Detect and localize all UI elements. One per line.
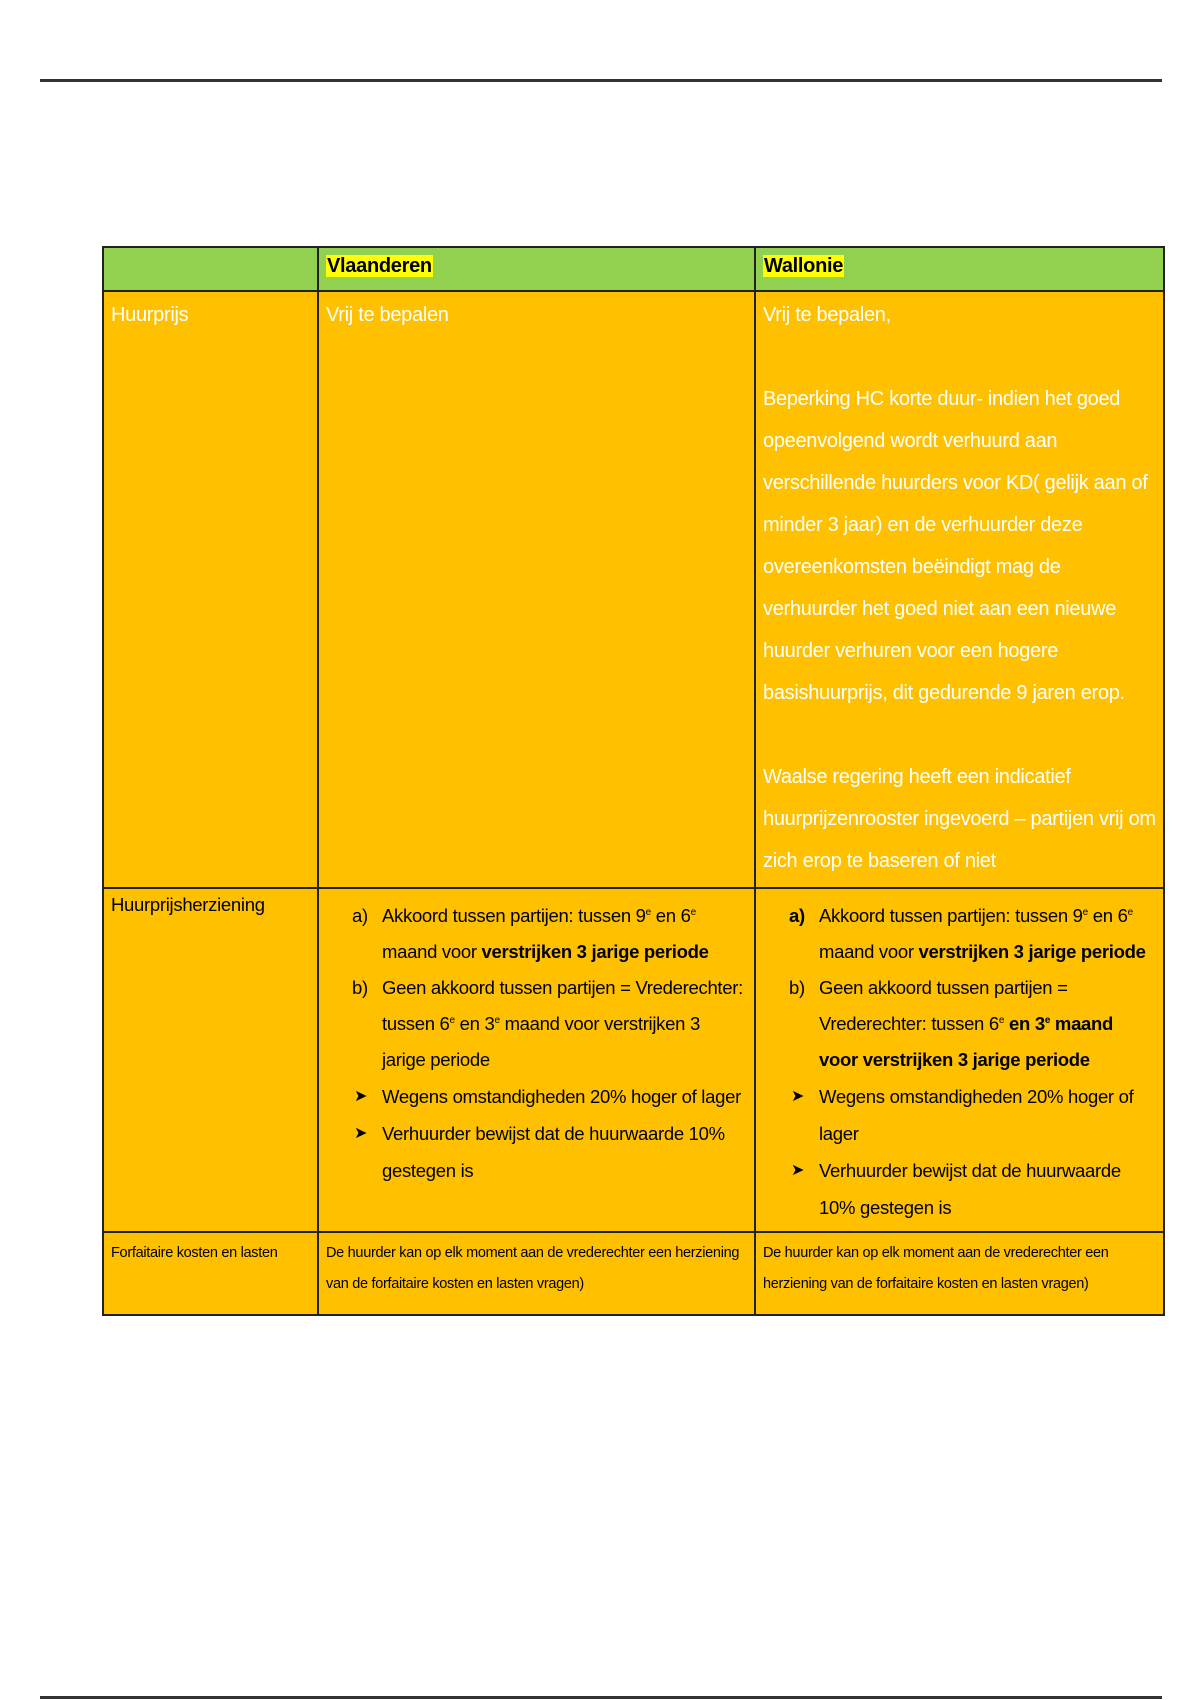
arrowhead-bullet-icon: ➤ — [791, 1162, 805, 1179]
list-item: a) Akkoord tussen partijen: tussen 9e en 6e maand voor verstrijken 3 jarige periode — [789, 898, 1156, 970]
list-marker: a) — [789, 905, 805, 926]
cell-vlaanderen-huurprijs: Vrij te bepalen — [318, 291, 755, 888]
table-row — [103, 291, 1164, 888]
numbered-list — [763, 898, 1156, 1078]
row-label-huurprijsherziening: Huurprijsherziening — [103, 888, 318, 1232]
header-wallonie-label: Wallonie — [764, 255, 844, 277]
table-row — [103, 888, 1164, 1232]
list-item: ➤ Verhuurder bewijst dat de huurwaarde 10% gestegen is — [789, 1152, 1156, 1226]
cell-vlaanderen-forfaitaire: De huurder kan op elk moment aan de vrederechter een herziening van de forfaitaire kosten en lasten vragen) — [318, 1232, 755, 1315]
header-empty-cell — [103, 247, 318, 291]
arrowhead-bullet-icon: ➤ — [791, 1088, 805, 1105]
list-marker: a) — [352, 905, 368, 926]
row-label-forfaitaire-kosten: Forfaitaire kosten en lasten — [103, 1232, 318, 1315]
list-item: ➤ Wegens omstandigheden 20% hoger of lager — [789, 1078, 1156, 1152]
header-wallonie — [755, 247, 1164, 291]
row-label-huurprijs: Huurprijs — [103, 291, 318, 888]
list-marker: b) — [352, 977, 368, 998]
table-row — [103, 1232, 1164, 1315]
comparison-table — [102, 246, 1165, 1316]
wallonie-huurprijs-paragraph: Waalse regering heeft een indicatief huurprijzenrooster ingevoerd – partijen vrij om zich erop te baseren of niet — [763, 766, 1156, 872]
wallonie-huurprijs-paragraph: Beperking HC korte duur- indien het goed opeenvolgend wordt verhuurd aan verschillende huurders voor KD( gelijk aan of minder 3 jaar) en de verhuurder deze overeenkomsten beëindigt mag de verhuurder het goed niet aan een nieuwe huurder verhuren voor een hogere basishuurprijs, dit gedurende 9 jaren erop. — [763, 388, 1148, 704]
bold-text: verstrijken 3 jarige periode — [481, 941, 709, 962]
header-vlaanderen — [318, 247, 755, 291]
arrowhead-bullet-icon: ➤ — [354, 1088, 368, 1105]
list-item: a) Akkoord tussen partijen: tussen 9e en 6e maand voor verstrijken 3 jarige periode — [352, 898, 747, 970]
arrowhead-bullet-icon: ➤ — [354, 1125, 368, 1142]
cell-vlaanderen-herziening — [318, 888, 755, 1232]
table-header-row — [103, 247, 1164, 291]
bold-text: en 3e maand voor verstrijken 3 jarige periode — [819, 1013, 1114, 1070]
bullet-list — [763, 1078, 1156, 1226]
cell-wallonie-forfaitaire: De huurder kan op elk moment aan de vrederechter een herziening van de forfaitaire kosten en lasten vragen) — [755, 1232, 1164, 1315]
header-vlaanderen-label: Vlaanderen — [327, 255, 432, 277]
list-item: ➤ Wegens omstandigheden 20% hoger of lager — [352, 1078, 747, 1115]
numbered-list — [326, 898, 747, 1078]
cell-wallonie-huurprijs — [755, 291, 1164, 888]
bottom-rule — [40, 1696, 1162, 1699]
bullet-list — [326, 1078, 747, 1189]
top-rule — [40, 79, 1162, 82]
wallonie-huurprijs-line: Vrij te bepalen, — [763, 304, 891, 326]
list-item: b) Geen akkoord tussen partijen = Vrederechter: tussen 6e en 3e maand voor verstrijken 3 jarige periode — [352, 970, 747, 1078]
cell-wallonie-herziening — [755, 888, 1164, 1232]
list-item: ➤ Verhuurder bewijst dat de huurwaarde 10% gestegen is — [352, 1115, 747, 1189]
list-marker: b) — [789, 977, 805, 998]
bold-text: verstrijken 3 jarige periode — [918, 941, 1146, 962]
list-item: b) Geen akkoord tussen partijen = Vrederechter: tussen 6e en 3e maand voor verstrijken 3 jarige periode — [789, 970, 1156, 1078]
